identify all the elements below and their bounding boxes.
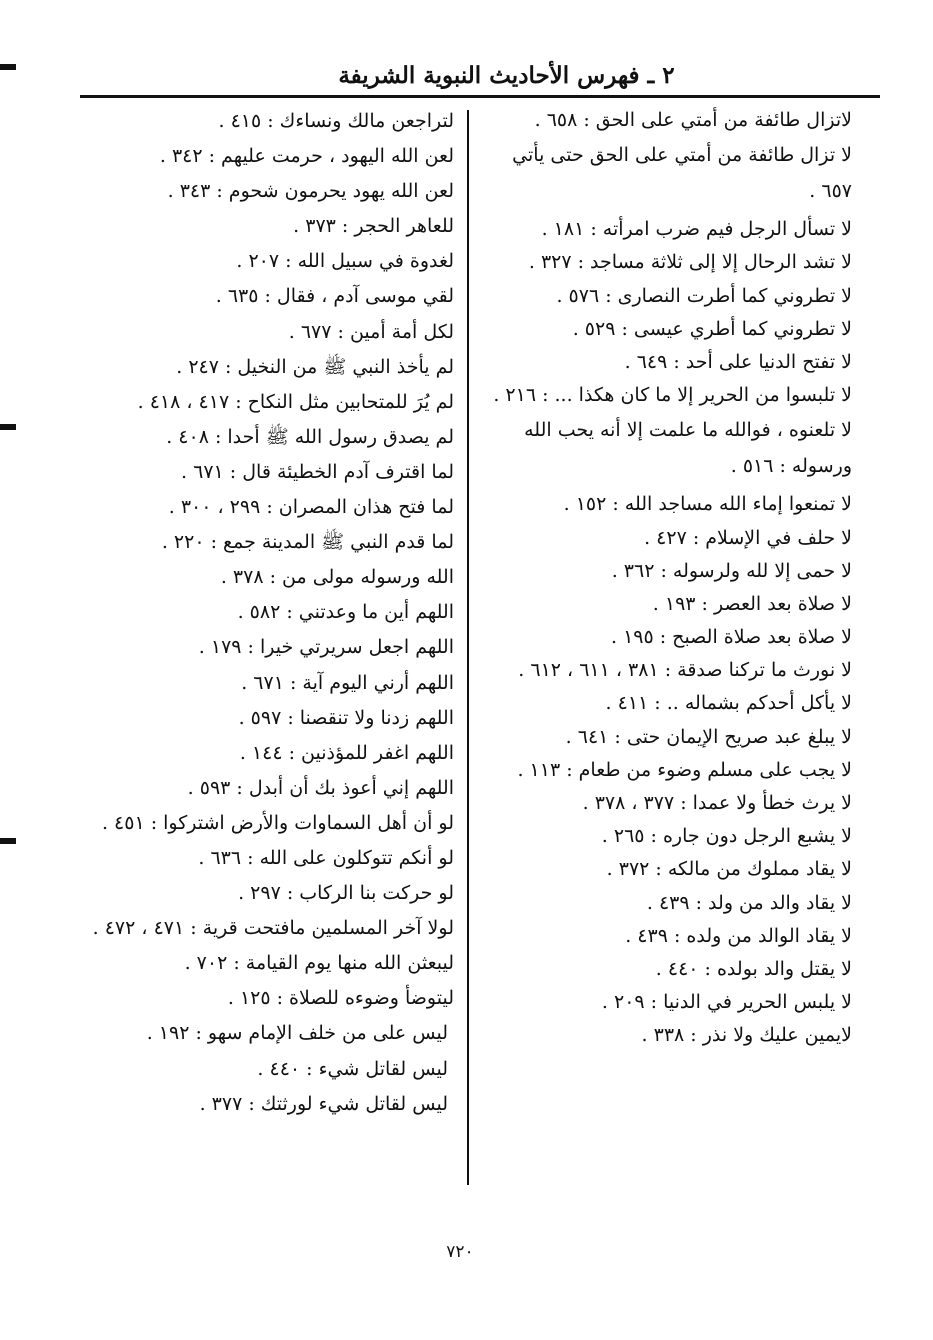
index-entry: لقي موسى آدم ، فقال : ٦٣٥ . <box>215 285 454 308</box>
index-entry: لم يصدق رسول الله ﷺ أحدا : ٤٠٨ . <box>166 425 454 448</box>
index-entry: ليس لقاتل شيء : ٤٤٠ . <box>257 1057 448 1080</box>
index-entry: للعاهر الحجر : ٣٧٣ . <box>293 215 454 238</box>
index-entry: اللهم أرني اليوم آية : ٦٧١ . <box>241 671 454 694</box>
index-entry: لو أن أهل السماوات والأرض اشتركوا : ٤٥١ . <box>101 811 454 834</box>
index-entry: لاتزال طائفة من أمتي على الحق : ٦٥٨ . <box>534 109 852 131</box>
index-entry: لا يقاد الوالد من ولده : ٤٣٩ . <box>625 924 852 947</box>
index-entry: لا تشد الرحال إلا إلى ثلاثة مساجد : ٣٢٧ . <box>528 251 852 274</box>
index-entry: لا صلاة بعد العصر : ١٩٣ . <box>652 592 852 615</box>
index-entry: اللهم زدنا ولا تنقصنا : ٥٩٧ . <box>238 706 454 729</box>
index-entry: لتراجعن مالك ونساءك : ٤١٥ . <box>218 110 454 132</box>
index-entry: لا يقاد والد من ولد : ٤٣٩ . <box>646 891 852 914</box>
index-entry: لايمين عليك ولا نذر : ٣٣٨ . <box>641 1024 852 1047</box>
index-entry: لا حلف في الإسلام : ٤٢٧ . <box>644 526 852 549</box>
index-entry: لا يقتل والد بولده : ٤٤٠ . <box>655 957 852 980</box>
index-entry: لما فتح هذان المصران : ٢٩٩ ، ٣٠٠ . <box>168 496 454 519</box>
index-column-left <box>66 104 454 1122</box>
index-entry: لعن الله اليهود ، حرمت عليهم : ٣٤٢ . <box>159 145 454 168</box>
index-entry: ليس على من خلف الإمام سهو : ١٩٢ . <box>146 1022 448 1045</box>
index-entry: لا يلبس الحرير في الدنيا : ٢٠٩ . <box>601 991 852 1014</box>
index-entry: اللهم إني أعوذ بك أن أبدل : ٥٩٣ . <box>187 776 454 799</box>
binding-mark <box>0 424 16 430</box>
index-entry: لا تزال طائفة من أمتي على الحق حتى يأتي ٦٥٧ . <box>512 144 852 203</box>
index-entry: لا تلعنوه ، فوالله ما علمت إلا أنه يحب الله ورسوله : ٥١٦ . <box>524 419 852 478</box>
index-entry: لما اقترف آدم الخطيئة قال : ٦٧١ . <box>181 460 454 483</box>
index-entry: لا يشبع الرجل دون جاره : ٢٦٥ . <box>601 825 852 848</box>
index-entry: لا تطروني كما أطري عيسى : ٥٢٩ . <box>572 317 852 340</box>
column-divider <box>467 110 469 1185</box>
binding-mark <box>0 838 16 844</box>
index-entry: لا تلبسوا من الحرير إلا ما كان هكذا ... : ٢١٦ . <box>493 384 852 407</box>
index-entry: لعن الله يهود يحرمون شحوم : ٣٤٣ . <box>167 180 454 203</box>
index-entry: اللهم اجعل سريرتي خيرا : ١٧٩ . <box>198 636 454 659</box>
index-entry: لا نورث ما تركنا صدقة : ٣٨١ ، ٦١١ ، ٦١٢ . <box>518 659 852 682</box>
index-entry: لم يُرَ للمتحابين مثل النكاح : ٤١٧ ، ٤١٨ . <box>137 390 454 413</box>
index-entry: لا يبلغ عبد صريح الإيمان حتى : ٦٤١ . <box>565 725 852 748</box>
index-entry: اللهم اغفر للمؤذنين : ١٤٤ . <box>239 741 454 764</box>
index-entry: لا يرث خطأ ولا عمدا : ٣٧٧ ، ٣٧٨ . <box>582 792 852 814</box>
index-entry: ليبعثن الله منها يوم القيامة : ٧٠٢ . <box>184 952 454 975</box>
index-entry: لا يقاد مملوك من مالكه : ٣٧٢ . <box>606 858 852 881</box>
index-entry: لا يجب على مسلم وضوء من طعام : ١١٣ . <box>517 758 852 781</box>
index-entry: لكل أمة أمين : ٦٧٧ . <box>288 320 454 343</box>
index-entry: لا يأكل أحدكم بشماله .. : ٤١١ . <box>605 692 852 715</box>
index-column-right <box>478 104 852 1053</box>
index-entry: اللهم أين ما وعدتني : ٥٨٢ . <box>237 601 454 624</box>
index-entry: لا تفتح الدنيا على أحد : ٦٤٩ . <box>624 350 852 373</box>
index-entry: لا تسأل الرجل فيم ضرب امرأته : ١٨١ . <box>541 218 852 241</box>
index-entry: لغدوة في سبيل الله : ٢٠٧ . <box>236 250 454 273</box>
index-entry: لم يأخذ النبي ﷺ من النخيل : ٢٤٧ . <box>176 355 454 378</box>
index-entry: لو حركت بنا الركاب : ٢٩٧ . <box>238 882 454 905</box>
header-rule <box>80 95 880 98</box>
binding-mark <box>0 64 16 70</box>
index-entry: لا تطروني كما أطرت النصارى : ٥٧٦ . <box>556 284 852 307</box>
page-title: ٢ ـ فهرس الأحاديث النبوية الشريفة <box>338 62 675 89</box>
page-number: ٧٢٠ <box>446 1242 474 1262</box>
index-entry: لو أنكم تتوكلون على الله : ٦٣٦ . <box>198 846 454 869</box>
index-entry: لولا آخر المسلمين مافتحت قرية : ٤٧١ ، ٤٧٢ . <box>92 917 454 940</box>
index-entry: الله ورسوله مولى من : ٣٧٨ . <box>220 566 454 589</box>
index-entry: لا صلاة بعد صلاة الصبح : ١٩٥ . <box>610 626 852 649</box>
index-entry: لما قدم النبي ﷺ المدينة جمع : ٢٢٠ . <box>161 531 454 554</box>
index-entry: لا تمنعوا إماء الله مساجد الله : ١٥٢ . <box>563 493 852 516</box>
index-entry: ليتوضأ وضوءه للصلاة : ١٢٥ . <box>227 987 454 1010</box>
index-entry: لا حمى إلا لله ولرسوله : ٣٦٢ . <box>611 559 852 582</box>
index-entry: ليس لقاتل شيء لورثتك : ٣٧٧ . <box>199 1092 448 1115</box>
